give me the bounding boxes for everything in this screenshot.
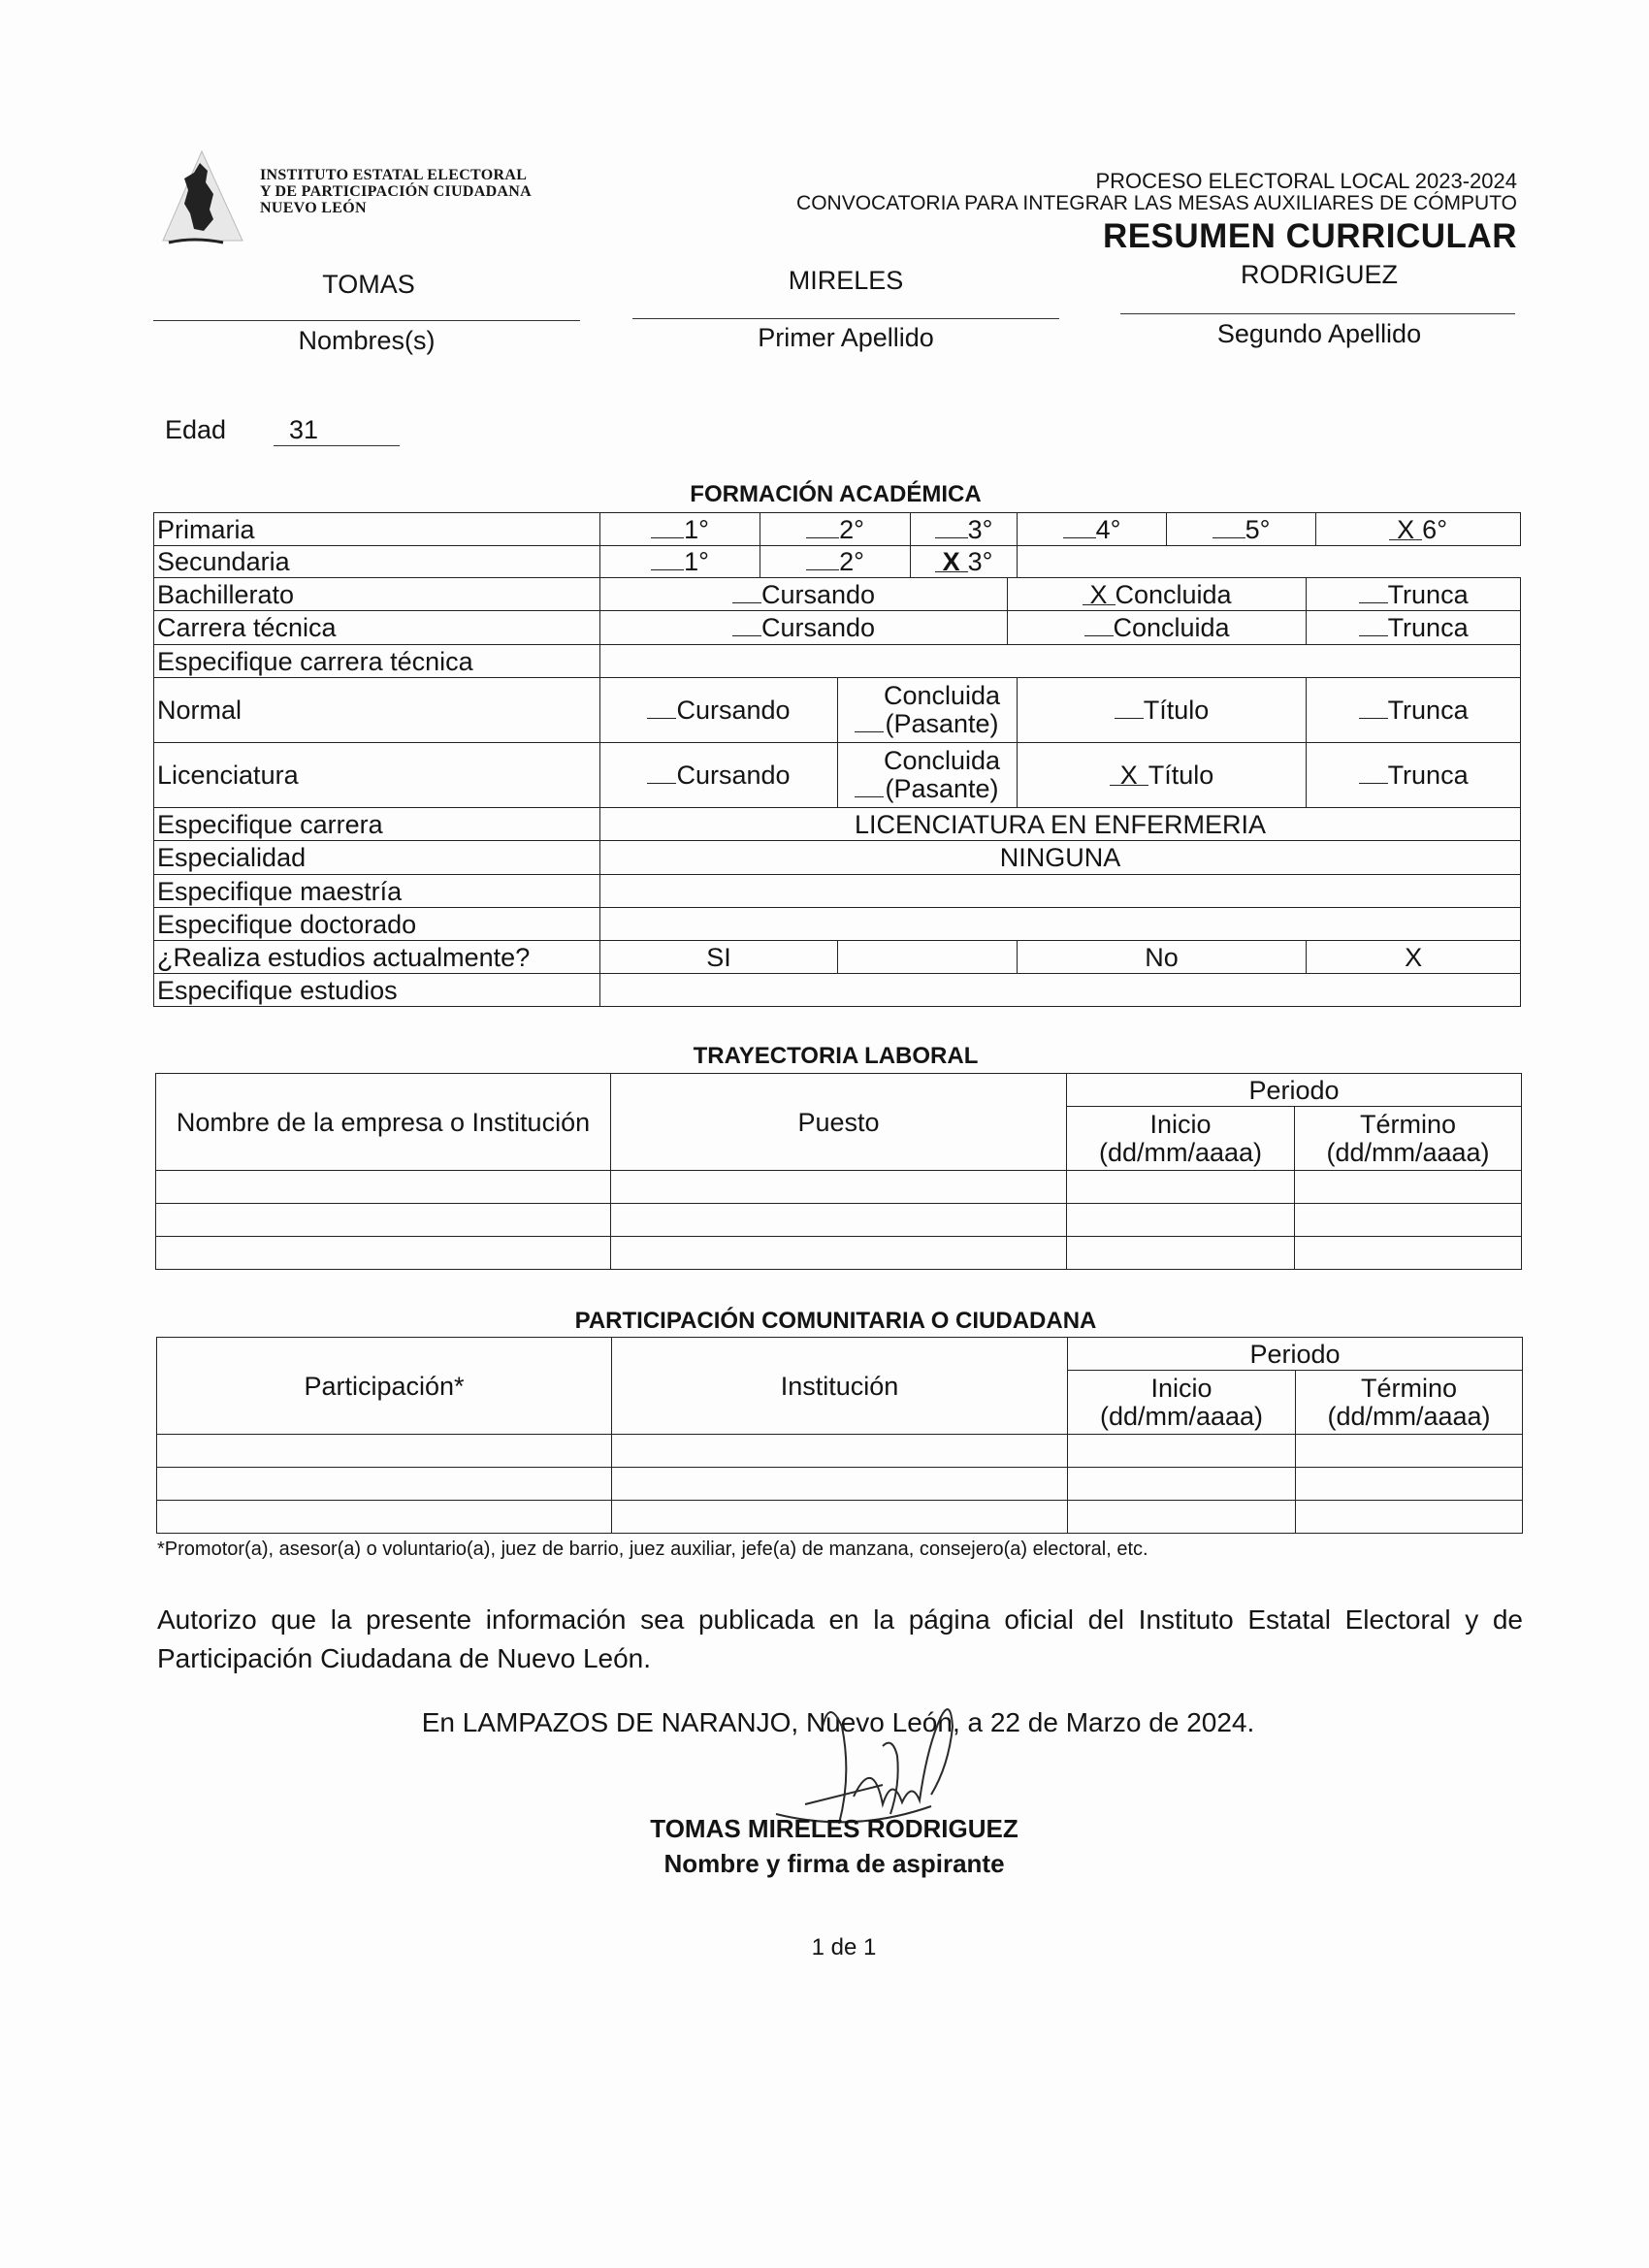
trayectoria-col-puesto: Puesto: [611, 1074, 1067, 1171]
primaria-grade-3[interactable]: [911, 513, 1018, 546]
firma-caption: Nombre y firma de aspirante: [663, 1849, 1005, 1878]
primaria-grade-1-label: 1°: [684, 514, 709, 544]
formacion-title: FORMACIÓN ACADÉMICA: [690, 481, 982, 507]
secundaria-grade-1[interactable]: [600, 546, 760, 578]
especifique-estudios-label: Especifique estudios: [154, 974, 600, 1007]
table-row: [157, 1501, 1523, 1534]
nombres-underline: [153, 320, 580, 321]
especifique-carrera-tecnica-row: [154, 645, 1521, 678]
licenciatura-concluida-label: Concluida: [883, 746, 1001, 775]
licenciatura-cursando[interactable]: [600, 743, 838, 808]
org-name-line2: Y DE PARTICIPACIÓN CIUDADANA: [260, 183, 532, 200]
bachillerato-mark-concluida: X: [1083, 585, 1116, 605]
primaria-mark-6: X: [1389, 520, 1422, 540]
licenciatura-mark-cursando: [647, 783, 676, 784]
participacion-row-3-termino[interactable]: [1296, 1501, 1523, 1534]
participacion-col-participacion: Participación*: [157, 1338, 612, 1435]
carrera-tecnica-trunca[interactable]: [1307, 611, 1521, 645]
especifique-maestria-value[interactable]: [600, 875, 1521, 908]
trayectoria-termino-label: Término: [1359, 1109, 1457, 1139]
primaria-grade-4[interactable]: [1018, 513, 1167, 546]
primaria-grade-3-label: 3°: [967, 514, 993, 544]
normal-trunca[interactable]: [1307, 678, 1521, 743]
participacion-row-2-inicio[interactable]: [1068, 1468, 1296, 1501]
normal-titulo-label: Título: [1143, 696, 1210, 725]
licenciatura-concluida[interactable]: [838, 743, 1018, 808]
participacion-title: PARTICIPACIÓN COMUNITARIA O CIUDADANA: [574, 1308, 1097, 1334]
estudios-actuales-no-label: No: [1018, 941, 1307, 974]
normal-mark-trunca: [1359, 718, 1388, 719]
primaria-grade-6[interactable]: [1316, 513, 1521, 546]
participacion-col-institucion: Institución: [612, 1338, 1068, 1435]
trayectoria-row-1-inicio[interactable]: [1067, 1171, 1295, 1204]
primaria-mark-2: [806, 537, 839, 538]
table-row: [156, 1237, 1522, 1270]
carrera-tecnica-cursando[interactable]: [600, 611, 1008, 645]
table-row: [156, 1171, 1522, 1204]
bachillerato-trunca-label: Trunca: [1387, 579, 1469, 609]
estudios-actuales-si-box[interactable]: [838, 941, 1018, 974]
trayectoria-row-2-puesto[interactable]: [611, 1204, 1067, 1237]
bachillerato-mark-trunca: [1359, 602, 1388, 603]
secundaria-label: Secundaria: [154, 546, 600, 578]
licenciatura-row: [154, 743, 1521, 808]
trayectoria-row-3-inicio[interactable]: [1067, 1237, 1295, 1270]
especifique-carrera-value[interactable]: LICENCIATURA EN ENFERMERIA: [600, 808, 1521, 841]
segundo-apellido-value: RODRIGUEZ: [1241, 260, 1398, 289]
edad-value: 31: [289, 415, 319, 444]
estudios-actuales-row: [154, 941, 1521, 974]
normal-cursando-label: Cursando: [676, 696, 791, 725]
primaria-grade-4-label: 4°: [1095, 514, 1121, 544]
secundaria-mark-2: [806, 569, 839, 570]
nombres-value: TOMAS: [322, 270, 415, 299]
page-number: 1 de 1: [811, 1934, 877, 1960]
carrera-tecnica-mark-trunca: [1359, 635, 1388, 636]
estudios-actuales-label: ¿Realiza estudios actualmente?: [154, 941, 600, 974]
participacion-row-2-termino[interactable]: [1296, 1468, 1523, 1501]
carrera-tecnica-trunca-label: Trunca: [1387, 613, 1469, 642]
bachillerato-mark-cursando: [732, 602, 761, 603]
carrera-tecnica-concluida-label: Concluida: [1113, 613, 1230, 642]
participacion-termino-format: (dd/mm/aaaa): [1327, 1401, 1491, 1431]
trayectoria-termino-format: (dd/mm/aaaa): [1326, 1137, 1490, 1167]
trayectoria-inicio-format: (dd/mm/aaaa): [1098, 1137, 1263, 1167]
estudios-actuales-si-label: SI: [600, 941, 838, 974]
especifique-carrera-label: Especifique carrera: [154, 808, 600, 841]
especialidad-row: [154, 841, 1521, 875]
especifique-doctorado-label: Especifique doctorado: [154, 908, 600, 941]
carrera-tecnica-mark-cursando: [732, 635, 761, 636]
primaria-mark-5: [1212, 537, 1245, 538]
trayectoria-col-inicio: [1067, 1107, 1295, 1171]
institute-logo: [155, 146, 252, 252]
especialidad-label: Especialidad: [154, 841, 600, 875]
participacion-footnote: *Promotor(a), asesor(a) o voluntario(a), juez de barrio, juez auxiliar, jefe(a) de manzana, consejero(a) electoral, etc.: [157, 1539, 1148, 1560]
especifique-carrera-tecnica-field[interactable]: [600, 645, 1521, 678]
licenciatura-cursando-label: Cursando: [676, 761, 791, 790]
participacion-inicio-label: Inicio: [1150, 1373, 1212, 1403]
bachillerato-label: Bachillerato: [154, 578, 600, 611]
licenciatura-label: Licenciatura: [154, 743, 600, 808]
secundaria-grade-3[interactable]: [911, 546, 1018, 578]
bachillerato-trunca[interactable]: [1307, 578, 1521, 611]
participacion-row-1-participacion[interactable]: [157, 1435, 612, 1468]
licenciatura-trunca[interactable]: [1307, 743, 1521, 808]
primaria-grade-6-label: 6°: [1422, 514, 1447, 544]
primaria-label: Primaria: [154, 513, 600, 546]
document-title: RESUMEN CURRICULAR: [1102, 217, 1517, 255]
edad-label: Edad: [165, 415, 227, 444]
primaria-mark-3: [935, 537, 968, 538]
participacion-col-inicio: [1068, 1371, 1296, 1435]
primaria-grade-1[interactable]: [600, 513, 760, 546]
trayectoria-row-3-termino[interactable]: [1295, 1237, 1522, 1270]
primer-apellido-label: Primer Apellido: [758, 323, 934, 352]
formacion-table: [153, 512, 1521, 1007]
primaria-mark-1: [651, 537, 684, 538]
licenciatura-pasante-label: (Pasante): [885, 774, 999, 803]
secundaria-grade-1-label: 1°: [684, 547, 709, 576]
especifique-carrera-tecnica-label: Especifique carrera técnica: [154, 645, 600, 678]
participacion-row-2-institucion[interactable]: [612, 1468, 1068, 1501]
licenciatura-concluida-stack: [884, 747, 1000, 803]
secundaria-empty: [1018, 546, 1521, 578]
process-title: PROCESO ELECTORAL LOCAL 2023-2024: [1095, 169, 1517, 193]
normal-trunca-label: Trunca: [1387, 696, 1469, 725]
bachillerato-cursando[interactable]: [600, 578, 1008, 611]
trayectoria-row-1-empresa[interactable]: [156, 1171, 611, 1204]
carrera-tecnica-row: [154, 611, 1521, 645]
org-name-line1: INSTITUTO ESTATAL ELECTORAL: [260, 167, 528, 183]
trayectoria-table: [155, 1073, 1522, 1270]
normal-row: [154, 678, 1521, 743]
especifique-doctorado-row: [154, 908, 1521, 941]
edad-underline: [274, 445, 400, 446]
primaria-mark-4: [1063, 537, 1096, 538]
normal-cursando[interactable]: [600, 678, 838, 743]
bachillerato-row: [154, 578, 1521, 611]
participacion-col-termino: [1296, 1371, 1523, 1435]
carrera-tecnica-mark-concluida: [1084, 635, 1114, 636]
especifique-estudios-value[interactable]: [600, 974, 1521, 1007]
primaria-grade-2[interactable]: [760, 513, 911, 546]
participacion-inicio-format: (dd/mm/aaaa): [1099, 1401, 1264, 1431]
lugar-fecha: En LAMPAZOS DE NARANJO, Nuevo León, a 22 de Marzo de 2024.: [421, 1707, 1255, 1737]
segundo-apellido-underline: [1120, 313, 1515, 314]
normal-titulo[interactable]: [1018, 678, 1307, 743]
secundaria-mark-3: X: [935, 552, 968, 572]
trayectoria-title: TRAYECTORIA LABORAL: [693, 1043, 979, 1069]
participacion-row-1-institucion[interactable]: [612, 1435, 1068, 1468]
especifique-carrera-row: [154, 808, 1521, 841]
nombres-label: Nombres(s): [298, 326, 436, 355]
normal-concluida-label: Concluida: [883, 681, 1001, 710]
org-name-line3: NUEVO LEÓN: [260, 200, 367, 216]
participacion-row-2-participacion[interactable]: [157, 1468, 612, 1501]
licenciatura-mark-titulo: X: [1110, 765, 1148, 786]
participacion-row-3-institucion[interactable]: [612, 1501, 1068, 1534]
normal-mark-titulo: [1115, 718, 1144, 719]
carrera-tecnica-concluida[interactable]: [1008, 611, 1307, 645]
bachillerato-concluida[interactable]: [1008, 578, 1307, 611]
table-row: [157, 1468, 1523, 1501]
carrera-tecnica-cursando-label: Cursando: [760, 613, 876, 642]
primer-apellido-value: MIRELES: [788, 266, 904, 295]
normal-pasante-label: (Pasante): [885, 709, 999, 738]
licenciatura-trunca-label: Trunca: [1387, 761, 1469, 790]
table-row: [156, 1204, 1522, 1237]
normal-concluida[interactable]: [838, 678, 1018, 743]
normal-label: Normal: [154, 678, 600, 743]
trayectoria-inicio-label: Inicio: [1149, 1109, 1212, 1139]
especifique-estudios-row: [154, 974, 1521, 1007]
licenciatura-mark-trunca: [1359, 783, 1388, 784]
primaria-grade-2-label: 2°: [839, 514, 864, 544]
participacion-col-periodo: Periodo: [1068, 1338, 1523, 1371]
secundaria-grade-2[interactable]: [760, 546, 911, 578]
participacion-row-1-termino[interactable]: [1296, 1435, 1523, 1468]
participacion-row-1-inicio[interactable]: [1068, 1435, 1296, 1468]
trayectoria-row-1-puesto[interactable]: [611, 1171, 1067, 1204]
especifique-maestria-label: Especifique maestría: [154, 875, 600, 908]
secundaria-row: [154, 546, 1521, 578]
primer-apellido-underline: [632, 318, 1059, 319]
participacion-table: [156, 1337, 1523, 1534]
trayectoria-col-empresa: Nombre de la empresa o Institución: [156, 1074, 611, 1171]
participacion-termino-label: Término: [1360, 1373, 1458, 1403]
primaria-grade-5[interactable]: [1167, 513, 1316, 546]
segundo-apellido-label: Segundo Apellido: [1216, 319, 1422, 348]
trayectoria-row-2-termino[interactable]: [1295, 1204, 1522, 1237]
bachillerato-cursando-label: Cursando: [760, 579, 876, 609]
normal-concluida-stack: [884, 682, 1000, 738]
primaria-row: [154, 513, 1521, 546]
trayectoria-row-2-inicio[interactable]: [1067, 1204, 1295, 1237]
trayectoria-row-2-empresa[interactable]: [156, 1204, 611, 1237]
trayectoria-row-1-termino[interactable]: [1295, 1171, 1522, 1204]
licenciatura-mark-concluida: [855, 796, 884, 797]
trayectoria-col-periodo: Periodo: [1067, 1074, 1522, 1107]
participacion-row-3-inicio[interactable]: [1068, 1501, 1296, 1534]
trayectoria-col-termino: [1295, 1107, 1522, 1171]
aspirante-name: TOMAS MIRELES RODRIGUEZ: [650, 1814, 1018, 1843]
normal-mark-cursando: [647, 718, 676, 719]
carrera-tecnica-label: Carrera técnica: [154, 611, 600, 645]
secundaria-grade-3-label: 3°: [967, 547, 993, 576]
licenciatura-titulo-label: Título: [1148, 761, 1214, 790]
especifique-maestria-row: [154, 875, 1521, 908]
normal-mark-concluida: [855, 731, 884, 732]
trayectoria-row-3-empresa[interactable]: [156, 1237, 611, 1270]
call-title: CONVOCATORIA PARA INTEGRAR LAS MESAS AUXILIARES DE CÓMPUTO: [796, 192, 1517, 214]
secundaria-grade-2-label: 2°: [839, 547, 864, 576]
estudios-actuales-no-box[interactable]: X: [1307, 941, 1521, 974]
licenciatura-titulo[interactable]: [1018, 743, 1307, 808]
participacion-row-3-participacion[interactable]: [157, 1501, 612, 1534]
autorizacion-text: Autorizo que la presente información sea publicada en la página oficial del Instituto Estatal Electoral y de Participación Ciudadana de Nuevo León.: [157, 1604, 1523, 1673]
trayectoria-row-3-puesto[interactable]: [611, 1237, 1067, 1270]
primaria-grade-5-label: 5°: [1245, 514, 1271, 544]
especifique-doctorado-value[interactable]: [600, 908, 1521, 941]
bachillerato-concluida-label: Concluida: [1115, 579, 1232, 609]
table-row: [157, 1435, 1523, 1468]
secundaria-mark-1: [651, 569, 684, 570]
especialidad-value[interactable]: NINGUNA: [600, 841, 1521, 875]
